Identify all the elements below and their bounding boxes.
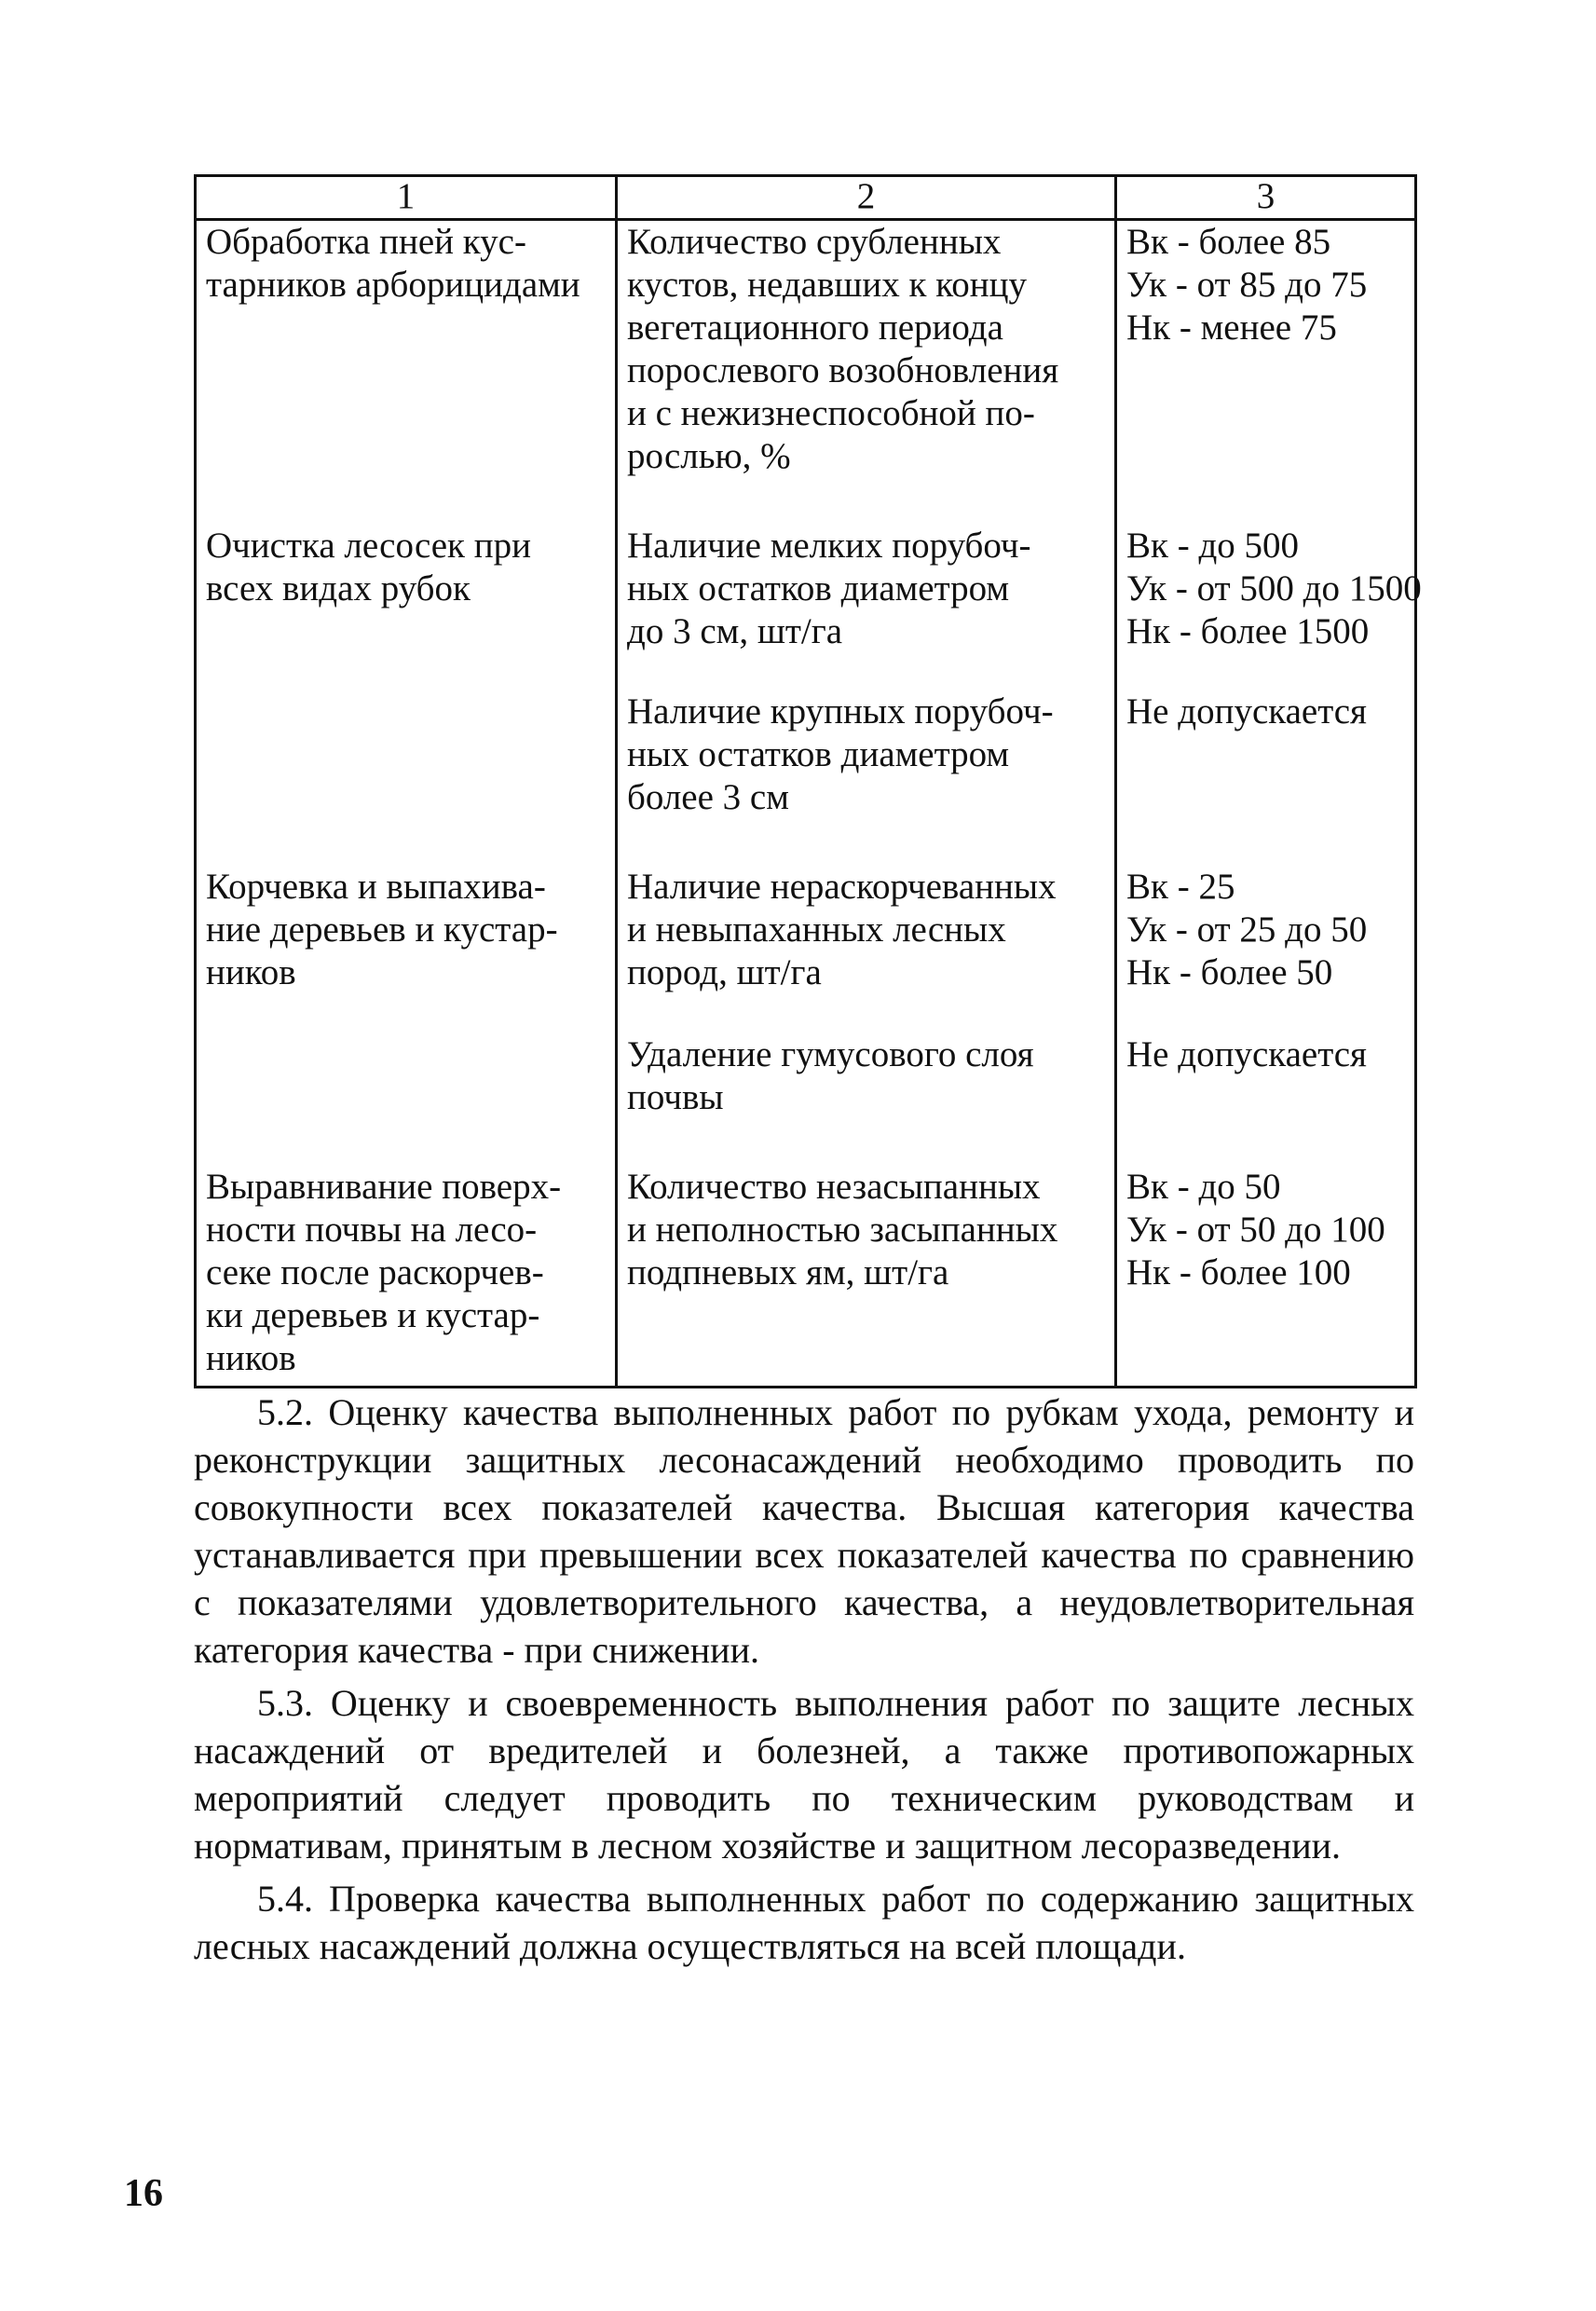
operation-cell: Выравнивание поверх- ности почвы на лесо- секе после раскорчев- ки деревьев и кустар- ников (196, 1166, 617, 1388)
paragraph: 5.4. Проверка качества выполненных работ по содержанию защитных лесных насаждений должна осуществляться на всей площади. (194, 1878, 1414, 1967)
table-row (196, 525, 1416, 653)
indicator-cell: Наличие нераскорчеванных и невыпаханных лесных пород, шт/га (617, 866, 1116, 994)
body-text (194, 1388, 1414, 1976)
table-header-row (196, 176, 1416, 220)
table-row (196, 1166, 1416, 1388)
operation-cell: Корчевка и выпахива- ние деревьев и кустар- ников (196, 866, 617, 994)
value-cell: Вк - 25 Ук - от 25 до 50 Нк - более 50 (1116, 866, 1416, 994)
value-cell: Не допускается (1116, 691, 1416, 819)
value-cell: Вк - до 50 Ук - от 50 до 100 Нк - более 100 (1116, 1166, 1416, 1388)
spacer-row (196, 994, 1416, 1033)
indicator-cell: Наличие мелких порубоч- ных остатков диаметром до 3 см, шт/га (617, 525, 1116, 653)
spacer-row (196, 819, 1416, 866)
value-cell: Вк - более 85 Ук - от 85 до 75 Нк - менее 75 (1116, 220, 1416, 479)
indicator-cell: Количество срубленных кустов, недавших к концу вегетационного периода порослевого возобновления и с нежизнеспособной по- рослью, % (617, 220, 1116, 479)
table-row (196, 220, 1416, 479)
operation-cell: Очистка лесосек при всех видах рубок (196, 525, 617, 653)
operation-cell (196, 691, 617, 819)
paragraph: 5.3. Оценку и своевременность выполнения работ по защите лесных насаждений от вредителей и болезней, а также противопожарных мероприятий следует проводить по техническим руководствам и нормативам, принятым в лесном хозяйстве и защитном лесоразведении. (194, 1682, 1414, 1867)
operation-cell: Обработка пней кус- тарников арборицидами (196, 220, 617, 479)
spacer-row (196, 478, 1416, 525)
value-cell: Вк - до 500 Ук - от 500 до 1500 Нк - более 1500 (1116, 525, 1416, 653)
spacer-row (196, 653, 1416, 691)
indicator-cell: Удаление гумусового слоя почвы (617, 1033, 1116, 1119)
indicator-cell: Количество незасыпанных и неполностью засыпанных подпневых ям, шт/га (617, 1166, 1116, 1388)
column-header: 2 (617, 176, 1116, 220)
quality-criteria-table (194, 174, 1422, 1388)
spacer-row (196, 1119, 1416, 1166)
column-header: 1 (196, 176, 617, 220)
operation-cell (196, 1033, 617, 1119)
table-row (196, 866, 1416, 994)
table-row (196, 691, 1416, 819)
page-number: 16 (124, 2172, 163, 2215)
indicator-cell: Наличие крупных порубоч- ных остатков диаметром более 3 см (617, 691, 1116, 819)
value-cell: Не допускается (1116, 1033, 1416, 1119)
table-row (196, 1033, 1416, 1119)
column-header: 3 (1116, 176, 1416, 220)
paragraph: 5.2. Оценку качества выполненных работ по рубкам ухода, ремонту и реконструкции защитных лесонасаждений необходимо проводить по совокупности всех показателей качества. Высшая категория качества устанавливается при превышении всех показателей качества по сравнению с показателями удовлетворительного качества, а неудовлетворительная категория качества - при снижении. (194, 1391, 1414, 1671)
